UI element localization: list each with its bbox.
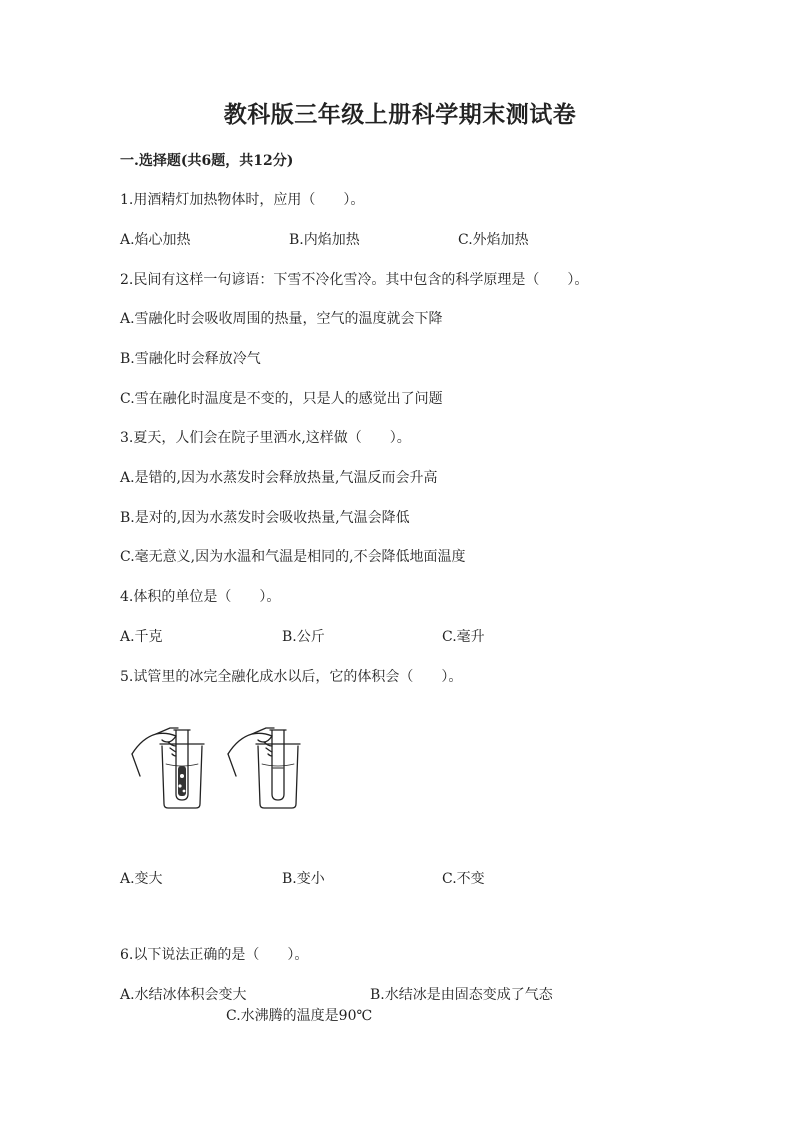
- question-2-option-a: A.雪融化时会吸收周围的热量，空气的温度就会下降: [120, 311, 443, 327]
- question-2-stem: 2.民间有这样一句谚语：下雪不冷化雪冷。其中包含的科学原理是（ ）。: [120, 272, 589, 288]
- question-1-stem: 1.用酒精灯加热物体时，应用（ ）。: [120, 192, 365, 208]
- beaker-with-ice-icon: [132, 728, 204, 808]
- question-4-option-b: B.公斤: [282, 629, 325, 645]
- question-3-option-b: B.是对的,因为水蒸发时会吸收热量,气温会降低: [120, 510, 410, 526]
- section-heading: 一.选择题(共6题，共12分): [120, 153, 294, 169]
- question-5-stem: 5.试管里的冰完全融化成水以后，它的体积会（ ）。: [120, 669, 463, 685]
- test-tube-illustration: [130, 724, 310, 816]
- question-5-option-a: A.变大: [120, 871, 163, 887]
- question-4-stem: 4.体积的单位是（ ）。: [120, 589, 281, 605]
- question-4-option-a: A.千克: [120, 629, 163, 645]
- question-3-option-c: C.毫无意义,因为水温和气温是相同的,不会降低地面温度: [120, 549, 466, 565]
- question-1-option-c: C.外焰加热: [458, 232, 529, 248]
- question-6-option-c: C.水沸腾的温度是90℃: [226, 1008, 373, 1024]
- question-3-stem: 3.夏天，人们会在院子里洒水,这样做（ ）。: [120, 430, 411, 446]
- question-6-option-b: B.水结冰是由固态变成了气态: [370, 987, 553, 1003]
- question-1-option-a: A.焰心加热: [120, 232, 191, 248]
- question-6-stem: 6.以下说法正确的是（ ）。: [120, 947, 309, 963]
- question-1-option-b: B.内焰加热: [289, 232, 360, 248]
- question-6-option-a: A.水结冰体积会变大: [120, 987, 247, 1003]
- question-5-option-c: C.不变: [442, 871, 485, 887]
- question-2-option-b: B.雪融化时会释放冷气: [120, 351, 261, 367]
- question-2-option-c: C.雪在融化时温度是不变的，只是人的感觉出了问题: [120, 391, 443, 407]
- question-5-option-b: B.变小: [282, 871, 325, 887]
- question-4-option-c: C.毫升: [442, 629, 485, 645]
- question-3-option-a: A.是错的,因为水蒸发时会释放热量,气温反而会升高: [120, 470, 438, 486]
- beaker-with-water-icon: [228, 728, 300, 808]
- page-title: 教科版三年级上册科学期末测试卷: [223, 101, 577, 128]
